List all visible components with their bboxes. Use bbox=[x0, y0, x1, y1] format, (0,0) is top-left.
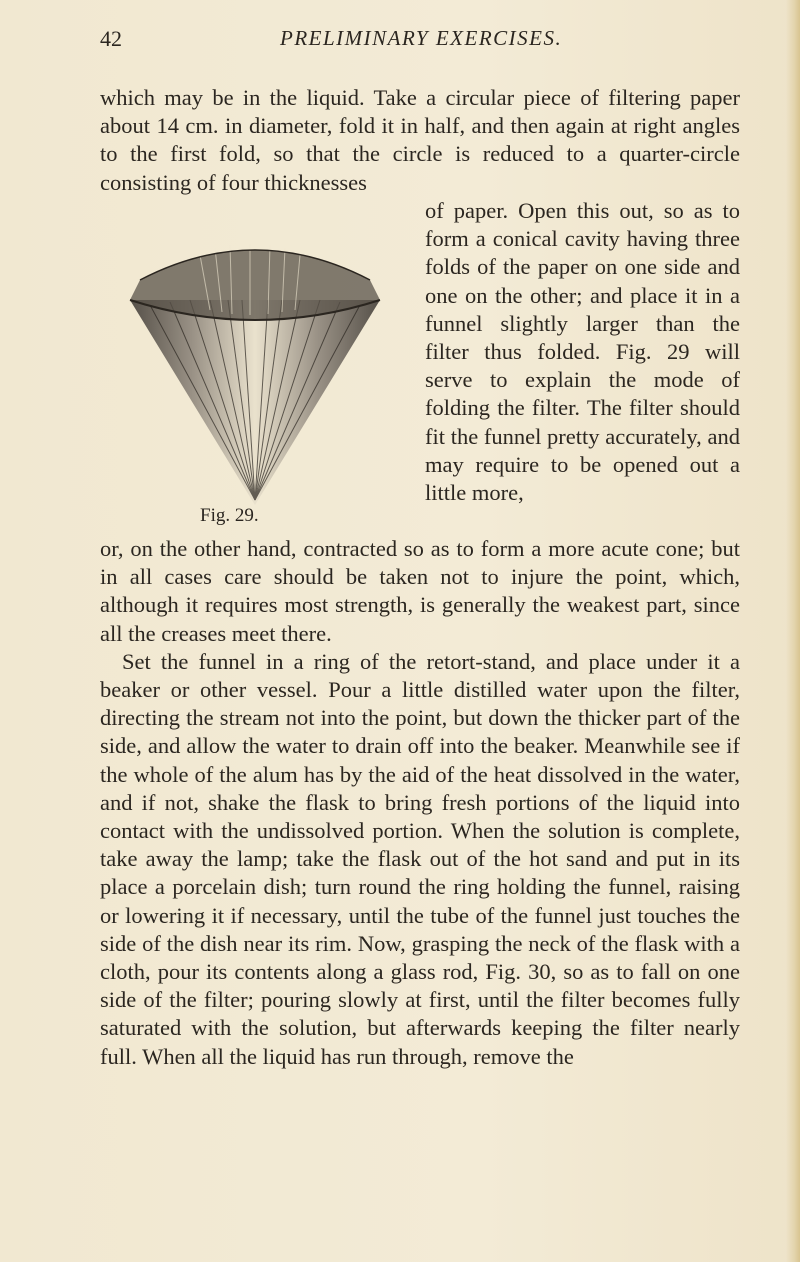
folded-filter-cone-icon bbox=[110, 230, 400, 510]
paragraph-wrapped-text: of paper. Open this out, so as to form a conical cavity having three folds of the paper on one side and one on the other; and place it in a funnel slightly larger than the filter thus folded. Fig. 29 will serve to explain the mode of folding the filter. The filter should fit the funnel pretty accurately, and may require to be opened out a little more, bbox=[425, 198, 740, 506]
page-header bbox=[100, 26, 740, 56]
paragraph-wrapped bbox=[425, 197, 740, 507]
figure-29 bbox=[110, 230, 400, 510]
figure-caption: Fig. 29. bbox=[200, 505, 259, 526]
paragraph-bottom bbox=[100, 535, 740, 1071]
running-head: PRELIMINARY EXERCISES. bbox=[280, 26, 563, 50]
page-number: 42 bbox=[100, 26, 122, 51]
paragraph-continued: or, on the other hand, contracted so as to form a more acute cone; but in all cases care should be taken not to injure the point, which, although it requires most strength, is generally the weakest part, since all the creases meet there. bbox=[100, 536, 740, 646]
paragraph-top-text: which may be in the liquid. Take a circular piece of filtering paper about 14 cm. in diameter, fold it in half, and then again at right angles to the first fold, so that the circle is reduced to a quarter-circle consisting of four thicknesses bbox=[100, 85, 740, 195]
page-edge bbox=[786, 0, 800, 1262]
paragraph-top bbox=[100, 84, 740, 197]
paragraph-next: Set the funnel in a ring of the retort-stand, and place under it a beaker or other vessel. Pour a little distilled water upon the filter, directing the stream not into the point, but down the thicker part of the side, and allow the water to drain off into the beaker. Meanwhile see if the whole of the alum has by the aid of the heat dissolved in the water, and if not, shake the flask to bring fresh portions of the liquid into contact with the undissolved portion. When the solution is complete, take away the lamp; take the flask out of the hot sand and put in its place a porcelain dish; turn round the ring holding the funnel, raising or lowering it if necessary, until the tube of the funnel just touches the side of the dish near its rim. Now, grasping the neck of the flask with a cloth, pour its contents along a glass rod, Fig. 30, so as to fall on one side of the filter; pouring slowly at first, until the filter becomes fully saturated with the solution, but afterwards keeping the filter nearly full. When all the liquid has run through, remove the bbox=[100, 648, 740, 1069]
